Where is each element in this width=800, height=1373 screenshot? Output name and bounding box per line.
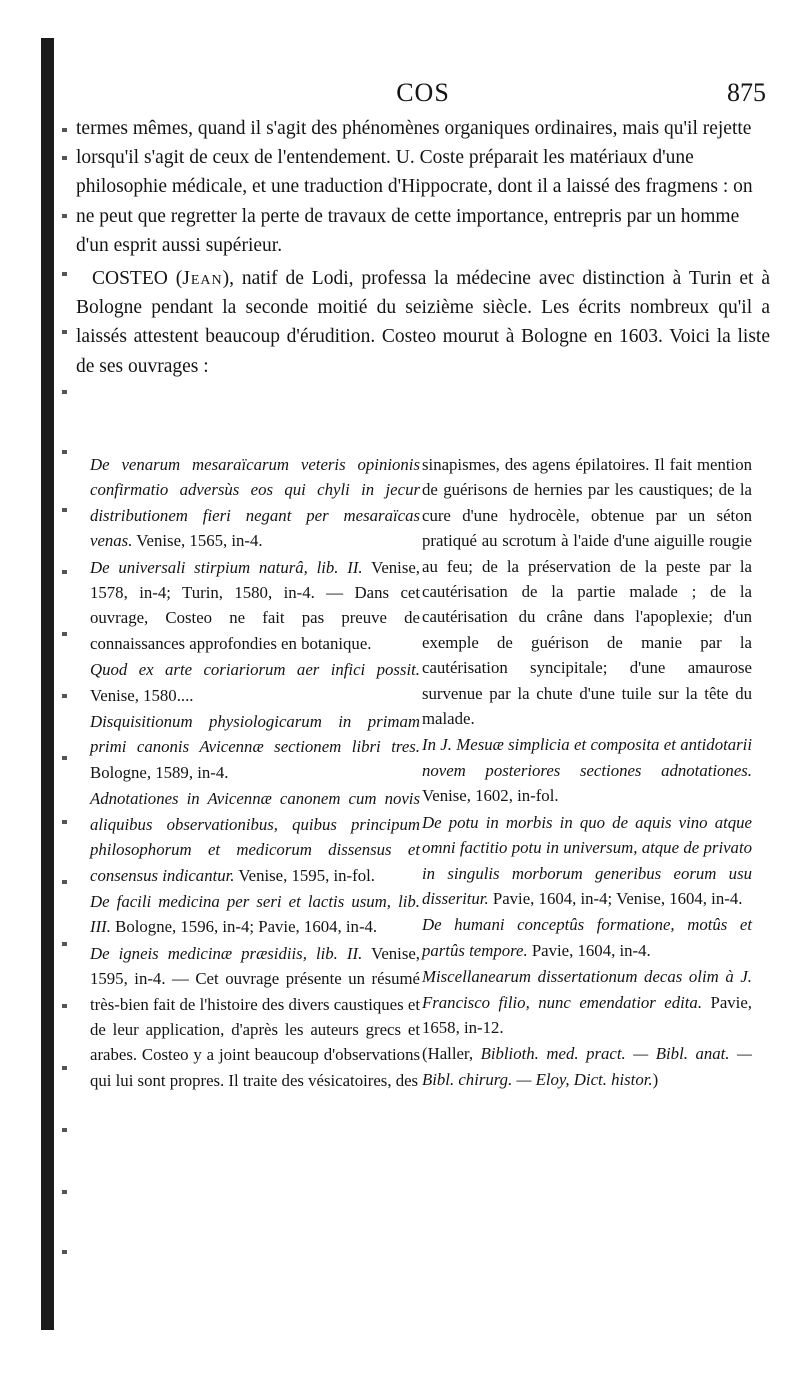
item-title: De venarum mesaraïcarum veteris opinionis confirmatio adversùs eos qui chyli in jecur distributionem fieri negant per mesaraïcas venas.: [90, 455, 420, 551]
column-continuation: sinapismes, des agens épilatoires. Il fait mention de guérisons de hernies par les caustiques; de la cure d'une hydrocèle, obtenue par un séton pratiqué au scrotum à l'aide d'une aiguille rougie au feu; de la préservation de la peste par la cautérisation de la partie malade ; de la cautérisation du crâne dans l'apoplexie; d'un exemple de guérison de manie par la cautérisation syncipitale; d'une amaurose survenue par la chute d'une tuile sur la tête du malade.: [422, 455, 752, 729]
bibliography-item: [422, 964, 752, 1040]
bibliography-item: [90, 657, 420, 708]
item-details: Bologne, 1596, in-4; Pavie, 1604, in-4.: [110, 917, 378, 937]
item-title: De igneis medicinæ præsidiis, lib. II.: [90, 943, 363, 963]
entry-text: natif de Lodi, professa la médecine avec distinction à Turin et à Bologne pendant la seconde moitié du seizième siècle. Les écrits nombreux qu'il a laissés attestent beaucoup d'érudition. Costeo mourut à Bologne en 1603. Voici la liste de ses ouvrages :: [76, 268, 770, 377]
item-details: Venise, 1565, in-4.: [132, 531, 263, 551]
item-details: Pavie, 1658, in-12.: [422, 992, 752, 1037]
item-title: De humani conceptûs formatione, motûs et partûs tempore.: [422, 915, 752, 960]
item-details: Venise, 1580....: [90, 685, 194, 705]
page-edge-shadow: [41, 38, 54, 1330]
item-title: Quod ex arte coriariorum aer infici possit.: [90, 660, 420, 680]
references: [422, 1041, 752, 1092]
item-title: Adnotationes in Avicennæ canonem cum novis aliquibus observationibus, quibus principum philosophorum et medicorum dissensus et consensus indicantur.: [90, 789, 420, 885]
bibliography-item: [90, 709, 420, 785]
item-details: Pavie, 1604, in-4.: [527, 940, 651, 960]
bibliography-item: [422, 732, 752, 808]
bibliography-item: [90, 786, 420, 888]
page-number: 875: [727, 78, 766, 107]
bibliography-item: [90, 452, 420, 554]
item-details: Venise, 1595, in-fol.: [234, 865, 375, 885]
references-open: (Haller,: [422, 1044, 481, 1064]
running-head: [78, 78, 768, 114]
item-title: De universali stirpium naturâ, lib. II.: [90, 557, 363, 577]
item-title: In J. Mesuæ simplicia et composita et antidotarii novem posteriores sectiones adnotationes.: [422, 735, 752, 780]
bibliography-item: [422, 912, 752, 963]
left-column: [90, 452, 420, 1094]
entry-paragraph: COSTEO (Jean), natif de Lodi, professa la médecine avec distinction à Turin et à Bologne pendant la seconde moitié du seizième siècle. Les écrits nombreux qu'il a laissés attestent beaucoup d'érudition. Costeo mourut à Bologne en 1603. Voici la liste de ses ouvrages :: [76, 268, 770, 377]
references-sources: Biblioth. med. pract. — Bibl. anat. — Bibl. chirurg. — Eloy, Dict. histor.: [422, 1044, 752, 1089]
entry-head: COSTEO: [92, 268, 168, 290]
continuation-paragraph: termes mêmes, quand il s'agit des phénomènes organiques ordinaires, mais qu'il rejette lorsqu'il s'agit de ceux de l'entendement. U. Coste préparait les matériaux d'une philosophie médicale, et une traduction d'Hippocrate, dont il a laissé des fragmens : on ne peut que regretter la perte de travaux de cette importance, entrepris par un homme d'un esprit aussi supérieur.: [76, 118, 753, 256]
item-title: De facili medicina per seri et lactis usum, lib. III.: [90, 891, 420, 937]
item-details: Venise, 1578, in-4; Turin, 1580, in-4. — Dans cet ouvrage, Costeo ne fait pas preuve de connaissances approfondies en botanique.: [90, 557, 421, 653]
item-title: Miscellanearum dissertationum decas olim à J. Francisco filio, nunc emendatior edita.: [422, 967, 752, 1012]
item-details: Venise, 1595, in-4. — Cet ouvrage présente un résumé très-bien fait de l'histoire des divers caustiques et de leur application, d'après les auteurs grecs et arabes. Costeo y a joint beaucoup d'observations qui lui sont propres. Il traite des vésicatoires, des: [90, 943, 421, 1090]
item-details: Bologne, 1589, in-4.: [90, 762, 229, 782]
item-details: Pavie, 1604, in-4; Venise, 1604, in-4.: [488, 888, 743, 908]
entry-first-name: Jean: [182, 268, 223, 290]
references-close: ): [652, 1069, 659, 1089]
bibliography-item: [90, 941, 420, 1093]
item-title: Disquisitionum physiologicarum in primam primi canonis Avicennæ sectionem libri tres.: [90, 712, 420, 757]
right-column: [422, 452, 752, 1093]
bibliography-item: [90, 555, 420, 657]
running-title: COS: [396, 78, 450, 107]
item-title: De potu in morbis in quo de aquis vino atque omni factitio potu in universum, atque de privato in singulis morborum generibus eorum usu disseritur.: [422, 812, 752, 908]
bibliography-item: [90, 889, 420, 940]
item-details: Venise, 1602, in-fol.: [422, 786, 559, 806]
bibliography-item: [422, 810, 752, 912]
margin-specks: [62, 120, 68, 1320]
intro-text: [76, 114, 770, 381]
